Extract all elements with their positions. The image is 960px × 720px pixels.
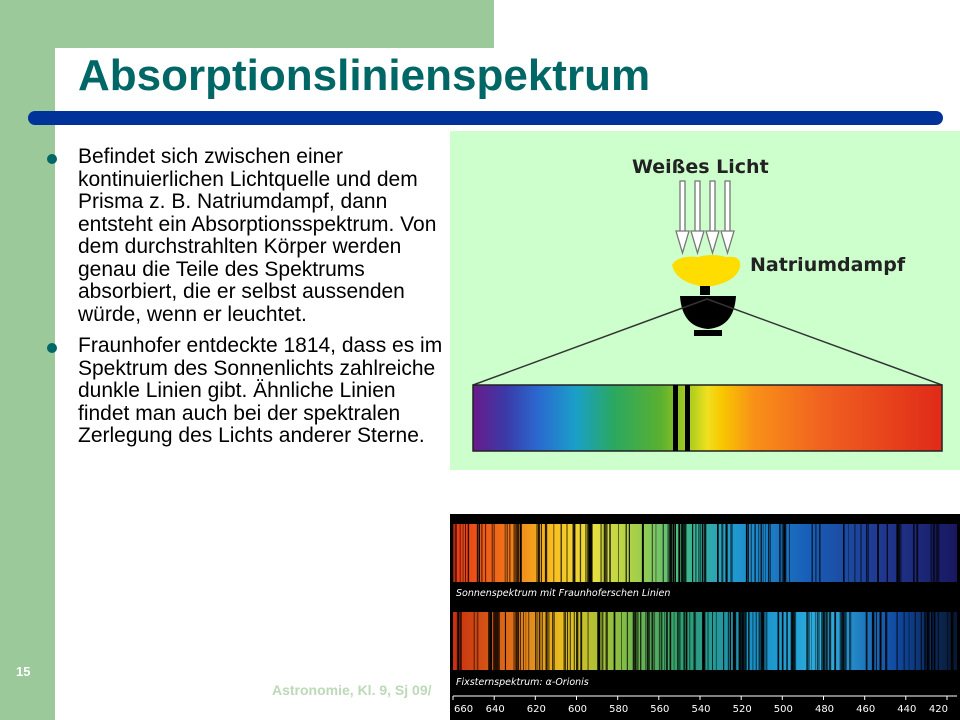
spectral-line [692, 524, 693, 582]
spectral-line [789, 524, 790, 582]
spectral-line [704, 524, 706, 582]
bullet-list [44, 146, 444, 457]
axis-tick-label: 600 [567, 704, 588, 715]
spectral-line [748, 524, 749, 582]
spectral-line [877, 524, 879, 582]
spectral-line [573, 524, 575, 582]
spectral-line [913, 524, 915, 582]
spectral-line [588, 612, 589, 670]
spectral-line [566, 524, 567, 582]
arrow-head [721, 231, 734, 253]
spectral-line [585, 524, 586, 582]
spectral-line [934, 612, 936, 670]
axis-tick-label: 540 [691, 704, 711, 715]
spectral-line [778, 612, 780, 670]
spectral-line [539, 612, 540, 670]
spectral-line [780, 524, 781, 582]
spectral-line [762, 612, 763, 670]
spectral-line [526, 612, 527, 670]
axis-tick-label: 580 [609, 704, 629, 715]
spectral-line [866, 612, 868, 670]
spectral-line [514, 612, 515, 670]
spectral-line [561, 524, 562, 582]
spectral-line [843, 612, 844, 670]
spectral-line [815, 612, 816, 670]
spectral-line [509, 524, 510, 582]
spectral-line [909, 612, 910, 670]
spectral-line [765, 524, 766, 582]
spectral-line [520, 612, 521, 670]
spectral-line [681, 524, 684, 582]
spectral-line [951, 612, 954, 670]
bullet-item [44, 335, 444, 448]
spectral-line [916, 524, 918, 582]
spectral-line [698, 524, 699, 582]
spectral-line [792, 612, 793, 670]
slide-title: Absorptionslinienspektrum [78, 51, 651, 100]
spectral-line [614, 612, 616, 670]
burner-base [694, 330, 722, 336]
spectral-line [746, 612, 747, 670]
axis-tick-label: 440 [897, 704, 917, 715]
spectral-line [825, 612, 827, 670]
spectral-line [537, 612, 538, 670]
spectral-line [505, 524, 506, 582]
spectral-line [574, 612, 575, 670]
label-white-light: Weißes Licht [632, 156, 769, 178]
spectral-line [689, 612, 690, 670]
spectral-line [695, 524, 696, 582]
spectral-line [649, 612, 651, 670]
spectral-line [598, 612, 600, 670]
spectral-line [815, 524, 816, 582]
absorption-diagram-svg [450, 131, 960, 470]
spectral-line [629, 524, 630, 582]
spectral-line [498, 612, 500, 670]
stellar-spectrum-caption: Fixsternspektrum: α-Orionis [456, 677, 589, 688]
spectral-line [694, 612, 695, 670]
spectral-line [872, 612, 874, 670]
spectral-line [459, 612, 462, 670]
spectral-line [712, 612, 713, 670]
absorption-spectrum-band [473, 385, 942, 451]
spectral-line [738, 612, 740, 670]
solar-spectrum-caption: Sonnenspektrum mit Fraunhoferschen Linien [456, 588, 671, 599]
spectral-line [730, 612, 731, 670]
spectral-line [541, 524, 542, 582]
spectral-line [702, 524, 704, 582]
spectral-line [745, 612, 746, 670]
spectral-line [465, 524, 466, 582]
spectral-line [652, 524, 653, 582]
spectral-line [756, 612, 757, 670]
spectral-line [492, 524, 494, 582]
spectral-line [488, 612, 492, 670]
spectral-line [677, 612, 678, 670]
spectral-line [934, 524, 936, 582]
spectral-line [549, 612, 550, 670]
spectral-line [602, 612, 604, 670]
spectral-line [921, 612, 922, 670]
spectral-line [817, 612, 818, 670]
spectral-line [653, 612, 655, 670]
spectral-line [765, 612, 766, 670]
spectral-line [523, 612, 524, 670]
label-sodium: Natriumdampf [750, 254, 906, 276]
spectral-line [609, 524, 611, 582]
spectral-line [553, 524, 554, 582]
spectral-line [652, 612, 653, 670]
spectral-line [743, 612, 745, 670]
spectral-line [570, 612, 571, 670]
slide-number: 15 [16, 664, 31, 679]
title-underline [28, 111, 943, 125]
spectral-line [700, 524, 701, 582]
spectral-line [885, 612, 886, 670]
top-decor-band [0, 0, 494, 48]
spectral-line [674, 612, 675, 670]
spectral-line [755, 524, 756, 582]
spectral-line [634, 612, 638, 670]
spectral-line [580, 612, 582, 670]
spectral-line [618, 524, 619, 582]
axis-tick-label: 420 [928, 704, 948, 715]
spectral-line [669, 524, 672, 582]
spectral-line [766, 612, 768, 670]
spectral-line [667, 524, 669, 582]
arrow-head [676, 231, 689, 253]
spectral-line [704, 612, 706, 670]
spectral-line [458, 612, 459, 670]
spectral-line [947, 612, 948, 670]
spectral-line [520, 524, 521, 582]
spectral-line [728, 612, 729, 670]
spectral-line [513, 524, 515, 582]
spectral-line [546, 612, 547, 670]
axis-tick-label: 480 [814, 704, 835, 715]
spectral-line [678, 524, 680, 582]
spectral-line [841, 612, 843, 670]
spectral-line [807, 612, 808, 670]
axis-tick-label: 520 [732, 704, 752, 715]
spectral-line [640, 612, 641, 670]
spectral-line [830, 612, 831, 670]
spectral-line [591, 524, 592, 582]
spectral-line [493, 612, 494, 670]
spectral-line [499, 612, 500, 670]
spectral-line [673, 524, 674, 582]
spectral-line [455, 524, 457, 582]
spectral-line [868, 524, 869, 582]
spectral-line [670, 612, 672, 670]
spectral-line [468, 524, 469, 582]
spectral-line [481, 524, 482, 582]
arrow-shaft [680, 181, 685, 233]
footer-text: Astronomie, Kl. 9, Sj 09/ [272, 682, 432, 698]
spectral-line [535, 612, 537, 670]
spectral-line [528, 612, 529, 670]
spectral-line [843, 524, 845, 582]
spectral-line [683, 612, 685, 670]
spectral-line [866, 524, 868, 582]
spectral-line [860, 524, 862, 582]
spectral-line [936, 524, 939, 582]
spectral-line [517, 612, 519, 670]
spectral-line [770, 524, 771, 582]
spectral-line [844, 612, 845, 670]
spectral-line [477, 524, 478, 582]
spectral-line [808, 612, 810, 670]
spectral-line [876, 612, 877, 670]
spectral-line [748, 612, 750, 670]
spectral-line [485, 524, 486, 582]
spectral-line [823, 612, 825, 670]
spectral-line [735, 612, 736, 670]
spectral-line [679, 612, 681, 670]
spectral-line [479, 524, 480, 582]
spectral-line [730, 524, 731, 582]
spectral-line [782, 524, 783, 582]
spectral-line [840, 612, 841, 670]
spectral-line [938, 612, 940, 670]
spectral-line [637, 612, 638, 670]
spectral-line [821, 612, 822, 670]
bullet-dot-icon [47, 154, 57, 164]
spectral-line [537, 524, 538, 582]
spectral-line [782, 612, 783, 670]
arrow-head [691, 231, 704, 253]
spectral-line [723, 612, 724, 670]
spectral-line [759, 612, 760, 670]
light-arrows [676, 181, 734, 253]
spectral-line [752, 612, 753, 670]
spectral-line [751, 524, 752, 582]
arrow-shaft [725, 181, 730, 233]
spectral-line [897, 524, 898, 582]
arrow-head [706, 231, 719, 253]
axis-tick-label: 460 [856, 704, 876, 715]
fraunhofer-spectra [450, 514, 960, 720]
spectral-line [586, 524, 588, 582]
spectral-line [915, 612, 916, 670]
projection-line-right [707, 299, 942, 385]
absorption-diagram [450, 131, 960, 470]
spectral-line [565, 612, 566, 670]
axis-tick-label: 640 [485, 704, 505, 715]
spectral-line [897, 612, 898, 670]
wavelength-axis-ticks [453, 696, 948, 715]
bullet-text: Fraunhofer entdeckte 1814, dass es im Spektrum des Sonnenlichts zahlreiche dunkle Linien gibt. Ähnliche Linien findet man auch bei der spektralen Zerlegung des Lichts anderer Sterne. [78, 334, 443, 447]
spectral-line [507, 524, 508, 582]
spectral-line [656, 524, 657, 582]
axis-tick-label: 560 [650, 704, 670, 715]
spectral-line [880, 612, 882, 670]
spectral-line [664, 612, 665, 670]
sodium-vapor-icon [672, 255, 740, 287]
spectral-line [834, 612, 836, 670]
spectral-line [515, 612, 517, 670]
spectral-line [542, 612, 543, 670]
spectral-line [786, 612, 788, 670]
spectral-line [661, 612, 663, 670]
arrow-shaft [710, 181, 715, 233]
spectral-line [626, 524, 628, 582]
spectral-line [708, 612, 709, 670]
spectral-line [645, 612, 646, 670]
spectral-line [931, 524, 932, 582]
spectral-line [716, 612, 717, 670]
spectral-line [580, 524, 581, 582]
spectral-line [794, 612, 795, 670]
spectral-line [819, 612, 820, 670]
spectral-line [663, 524, 664, 582]
spectral-line [763, 524, 764, 582]
burner-stem [700, 286, 710, 295]
absorption-line [673, 385, 678, 451]
spectral-line [675, 524, 676, 582]
spectral-line [742, 612, 743, 670]
spectral-line [830, 612, 831, 670]
spectral-line [819, 524, 820, 582]
axis-tick-label: 500 [773, 704, 793, 715]
bullet-text: Befindet sich zwischen einer kontinuierlichen Lichtquelle und dem Prisma z. B. Natriumdampf, dann entsteht ein Absorptionsspektrum. Von dem durchstrahlten Körper werden genau die Teile des Spektrums absorbiert, die er selbst aussenden würde, wenn er leuchtet. [78, 145, 437, 326]
axis-tick-label: 660 [454, 704, 474, 715]
spectral-line [924, 612, 926, 670]
spectral-line [768, 524, 769, 582]
spectral-line [647, 612, 649, 670]
spectral-line [453, 524, 454, 582]
spectral-line [849, 612, 850, 670]
spectral-line [721, 524, 722, 582]
spectral-line [552, 612, 554, 670]
spectral-line [554, 612, 555, 670]
spectral-line [779, 524, 780, 582]
spectral-line [463, 524, 464, 582]
spectral-line [927, 612, 929, 670]
spectral-line [782, 524, 783, 582]
spectral-line [900, 524, 901, 582]
spectral-line [627, 612, 628, 670]
spectral-line [898, 524, 900, 582]
spectral-line [517, 524, 520, 582]
spectral-line [494, 612, 496, 670]
absorption-line [685, 385, 690, 451]
axis-tick-label: 620 [526, 704, 546, 715]
spectral-line [659, 612, 660, 670]
spectral-line [746, 524, 748, 582]
spectral-line [686, 612, 687, 670]
spectral-line [758, 524, 759, 582]
spectral-line [717, 524, 719, 582]
spectral-line [731, 524, 732, 582]
spectral-line [761, 524, 762, 582]
bullet-dot-icon [47, 343, 57, 353]
spectral-line [538, 524, 540, 582]
spectral-line [931, 612, 933, 670]
spectral-line [812, 524, 814, 582]
spectral-line [643, 524, 644, 582]
spectral-line [474, 612, 475, 670]
spectral-line [621, 612, 622, 670]
spectral-line [811, 612, 812, 670]
spectral-line [848, 524, 849, 582]
spectral-line [928, 612, 930, 670]
spectral-line [564, 612, 565, 670]
spectral-line [577, 612, 578, 670]
spectral-line [887, 524, 888, 582]
spectral-line [606, 524, 608, 582]
spectral-line [537, 524, 538, 582]
spectral-line [494, 524, 495, 582]
bullet-item [44, 146, 444, 326]
burner-bowl-icon [680, 296, 736, 329]
spectral-line [666, 612, 668, 670]
spectral-line [686, 524, 687, 582]
spectral-line [600, 524, 602, 582]
spectral-line [545, 524, 547, 582]
spectral-line [726, 524, 728, 582]
spectral-line [505, 612, 506, 670]
spectral-line [850, 612, 851, 670]
spectral-line [684, 524, 685, 582]
spectral-line [784, 524, 786, 582]
spectral-line [567, 612, 568, 670]
projection-line-left [473, 299, 707, 385]
spectral-line [604, 524, 606, 582]
spectral-line [460, 524, 461, 582]
arrow-shaft [695, 181, 700, 233]
spectral-line [477, 612, 479, 670]
fraunhofer-spectra-svg [450, 514, 960, 720]
spectral-line [904, 612, 905, 670]
spectral-line [605, 612, 607, 670]
spectral-line [588, 524, 591, 582]
spectral-line [854, 524, 855, 582]
